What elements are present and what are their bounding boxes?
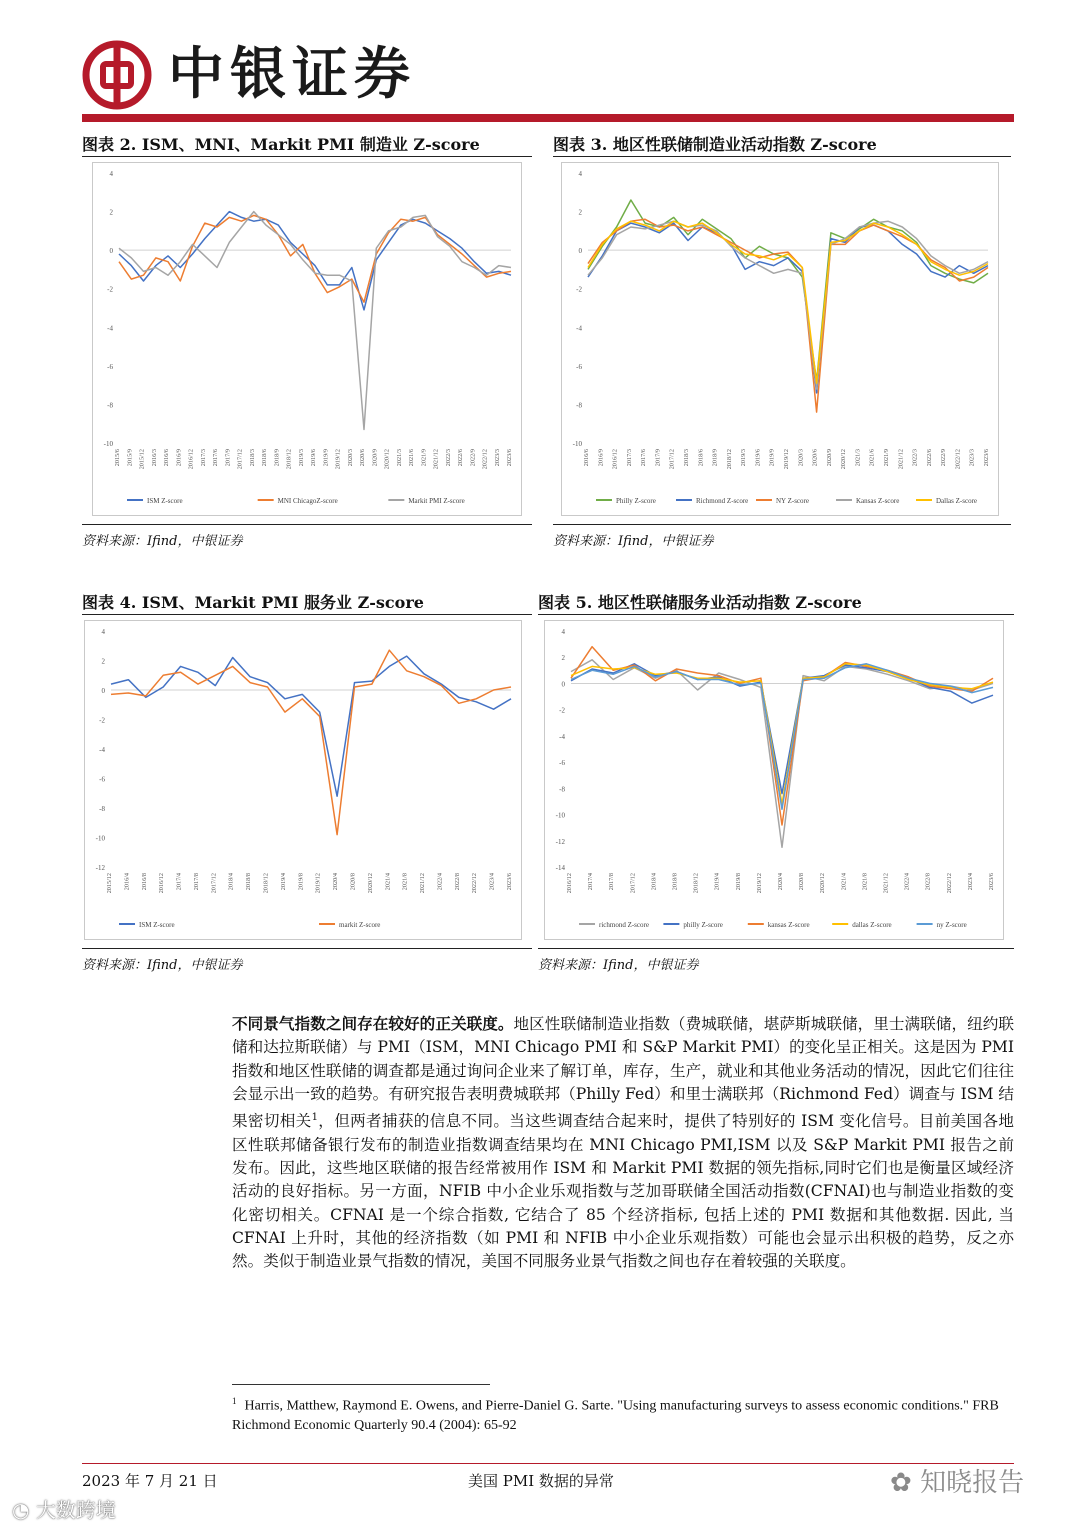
x-tick-label: 2023/6 bbox=[506, 873, 513, 891]
y-tick-label: 2 bbox=[101, 657, 105, 666]
x-tick-label: 2022/3 bbox=[444, 449, 452, 467]
figure-title-rule bbox=[538, 614, 1014, 615]
y-tick-label: -6 bbox=[559, 759, 565, 768]
legend-label: ISM Z-score bbox=[147, 497, 183, 505]
figure-source: 资料来源：Ifind，中银证券 bbox=[553, 534, 714, 549]
x-tick-label: 2018/8 bbox=[671, 873, 679, 891]
y-tick-label: -12 bbox=[555, 837, 565, 846]
x-tick-label: 2018/4 bbox=[227, 873, 235, 891]
x-tick-label: 2020/4 bbox=[777, 873, 784, 891]
y-tick-label: -4 bbox=[576, 324, 582, 333]
x-tick-label: 2019/9 bbox=[768, 449, 776, 467]
series-line bbox=[588, 223, 988, 393]
figure-title: 图表 2. ISM、MNI、Markit PMI 制造业 Z-score bbox=[82, 135, 480, 154]
legend-label: dallas Z-score bbox=[852, 921, 892, 929]
figure-bottom-rule bbox=[553, 524, 1011, 525]
x-tick-label: 2021/8 bbox=[861, 873, 869, 891]
figure-ism-mni-markit-manufacturing bbox=[82, 132, 532, 552]
series-line bbox=[119, 212, 511, 430]
x-tick-label: 2019/3 bbox=[740, 449, 748, 467]
x-tick-label: 2020/8 bbox=[798, 873, 806, 891]
x-tick-label: 2016/6 bbox=[163, 449, 170, 467]
x-tick-label: 2022/4 bbox=[903, 873, 911, 891]
chart-frame bbox=[561, 162, 999, 516]
x-tick-label: 2020/9 bbox=[825, 449, 833, 467]
x-tick-label: 2017/12 bbox=[236, 449, 244, 470]
x-tick-label: 2018/6 bbox=[261, 449, 268, 467]
y-tick-label: 2 bbox=[561, 654, 565, 663]
x-tick-label: 2023/6 bbox=[988, 873, 995, 891]
y-tick-label: -6 bbox=[99, 775, 105, 784]
legend-label: kansas Z-score bbox=[767, 921, 810, 929]
x-tick-label: 2022/12 bbox=[481, 449, 489, 470]
series-line bbox=[571, 647, 993, 825]
x-tick-label: 2020/9 bbox=[371, 449, 379, 467]
y-tick-label: 0 bbox=[561, 680, 565, 689]
y-tick-label: -8 bbox=[107, 401, 113, 410]
x-tick-label: 2022/9 bbox=[469, 449, 477, 467]
legend-label: Philly Z-score bbox=[616, 497, 656, 505]
figure-title-rule bbox=[82, 156, 532, 157]
x-tick-label: 2016/12 bbox=[611, 449, 619, 470]
y-tick-label: -8 bbox=[559, 785, 565, 794]
series-line bbox=[571, 664, 993, 804]
y-tick-label: 4 bbox=[578, 170, 582, 178]
x-tick-label: 2020/3 bbox=[346, 449, 354, 467]
x-tick-label: 2017/9 bbox=[654, 449, 662, 467]
x-tick-label: 2020/6 bbox=[359, 449, 366, 467]
y-tick-label: 4 bbox=[561, 628, 565, 636]
y-tick-label: -4 bbox=[107, 324, 113, 333]
footnote-text: Harris, Matthew, Raymond E. Owens, and Pierre-Daniel G. Sarte. "Using manufacturing surveys to assess economic conditions." FRB Richmond Economic Quarterly 90.4 (2004): 65-92 bbox=[232, 1398, 999, 1433]
wechat-icon: ✿ bbox=[890, 1468, 912, 1498]
figure-title: 图表 4. ISM、Markit PMI 服务业 Z-score bbox=[82, 593, 424, 612]
x-tick-label: 2015/12 bbox=[138, 449, 146, 470]
x-tick-label: 2021/3 bbox=[395, 449, 403, 467]
x-tick-label: 2021/4 bbox=[840, 873, 848, 891]
x-tick-label: 2021/9 bbox=[420, 449, 428, 467]
x-tick-label: 2022/12 bbox=[954, 449, 962, 470]
x-tick-label: 2020/12 bbox=[840, 449, 848, 470]
x-tick-label: 2016/6 bbox=[583, 449, 590, 467]
x-tick-label: 2021/12 bbox=[419, 873, 427, 894]
x-tick-label: 2019/12 bbox=[334, 449, 342, 470]
x-tick-label: 2021/4 bbox=[384, 873, 392, 891]
x-tick-label: 2022/6 bbox=[457, 449, 464, 467]
x-tick-label: 2020/3 bbox=[797, 449, 805, 467]
bank-of-china-logo-icon bbox=[82, 40, 152, 110]
figure-ism-markit-services bbox=[82, 590, 532, 980]
legend-label: Dallas Z-score bbox=[936, 497, 978, 505]
y-tick-label: -12 bbox=[95, 864, 105, 872]
figure-source: 资料来源：Ifind，中银证券 bbox=[538, 958, 699, 973]
legend-label: Kansas Z-score bbox=[856, 497, 900, 505]
figure-regional-fed-services bbox=[538, 590, 1014, 980]
x-tick-label: 2021/8 bbox=[401, 873, 409, 891]
x-tick-label: 2022/8 bbox=[453, 873, 461, 891]
x-tick-label: 2023/4 bbox=[488, 873, 496, 891]
y-tick-label: 2 bbox=[578, 208, 582, 217]
x-tick-label: 2020/8 bbox=[349, 873, 357, 891]
x-tick-label: 2018/12 bbox=[725, 449, 733, 470]
x-tick-label: 2020/4 bbox=[332, 873, 340, 891]
y-tick-label: -8 bbox=[576, 401, 582, 410]
x-tick-label: 2016/12 bbox=[566, 873, 573, 894]
y-tick-label: -14 bbox=[555, 864, 565, 872]
x-tick-label: 2023/3 bbox=[968, 449, 976, 467]
x-tick-label: 2022/6 bbox=[925, 449, 933, 467]
y-tick-label: -6 bbox=[107, 362, 113, 371]
figure-title-rule bbox=[553, 156, 1011, 157]
x-tick-label: 2021/6 bbox=[868, 449, 876, 467]
legend-label: markit Z-score bbox=[339, 921, 381, 929]
figure-title: 图表 5. 地区性联储服务业活动指数 Z-score bbox=[538, 593, 862, 612]
x-tick-label: 2015/9 bbox=[126, 449, 134, 467]
watermark-left bbox=[12, 1494, 116, 1523]
x-tick-label: 2016/9 bbox=[597, 449, 605, 467]
x-tick-label: 2023/4 bbox=[966, 873, 974, 891]
series-line bbox=[111, 656, 511, 796]
series-line bbox=[119, 215, 511, 302]
watermark-right bbox=[890, 1462, 1024, 1499]
legend-label: ny Z-score bbox=[936, 921, 967, 929]
y-tick-label: -10 bbox=[103, 440, 113, 448]
figure-source: 资料来源：Ifind，中银证券 bbox=[82, 958, 243, 973]
figure-bottom-rule bbox=[82, 948, 532, 949]
y-tick-label: 2 bbox=[109, 208, 113, 217]
x-tick-label: 2022/12 bbox=[471, 873, 479, 894]
series-line bbox=[119, 212, 511, 310]
x-tick-label: 2018/3 bbox=[683, 449, 690, 467]
x-tick-label: 2017/8 bbox=[192, 873, 200, 891]
x-tick-label: 2016/3 bbox=[150, 449, 158, 467]
x-tick-label: 2016/12 bbox=[187, 449, 195, 470]
y-tick-label: -4 bbox=[99, 746, 105, 754]
series-line bbox=[588, 219, 988, 412]
y-tick-label: -6 bbox=[576, 362, 582, 371]
footer-date: 2023 年 7 月 21 日 bbox=[82, 1472, 218, 1490]
line-chart bbox=[545, 621, 1003, 939]
footnote-reference[interactable]: 1 bbox=[311, 1112, 318, 1124]
y-tick-label: -2 bbox=[107, 285, 113, 294]
x-tick-label: 2019/6 bbox=[310, 449, 317, 467]
figure-title-rule bbox=[82, 614, 532, 615]
legend-label: ISM Z-score bbox=[139, 921, 175, 929]
x-tick-label: 2019/12 bbox=[314, 873, 322, 894]
footnote-mark: 1 bbox=[232, 1396, 237, 1406]
x-tick-label: 2018/6 bbox=[697, 449, 705, 467]
x-tick-label: 2019/4 bbox=[279, 873, 287, 891]
x-tick-label: 2019/12 bbox=[755, 873, 763, 894]
y-tick-label: -10 bbox=[95, 834, 105, 843]
x-tick-label: 2017/4 bbox=[587, 873, 595, 891]
legend-label: richmond Z-score bbox=[599, 921, 649, 929]
x-tick-label: 2017/6 bbox=[640, 449, 648, 467]
page-header bbox=[82, 32, 1014, 124]
x-tick-label: 2020/12 bbox=[819, 873, 827, 894]
x-tick-label: 2023/6 bbox=[506, 449, 513, 467]
x-tick-label: 2016/9 bbox=[175, 449, 183, 467]
x-tick-label: 2023/6 bbox=[983, 449, 990, 467]
y-tick-label: -2 bbox=[559, 706, 565, 715]
y-tick-label: -4 bbox=[559, 732, 565, 741]
x-tick-label: 2017/3 bbox=[625, 449, 633, 467]
y-tick-label: 4 bbox=[109, 170, 113, 178]
legend-label: NY Z-score bbox=[776, 497, 809, 505]
x-tick-label: 2018/9 bbox=[273, 449, 281, 467]
legend-label: Markit PMI Z-score bbox=[408, 497, 465, 505]
x-tick-label: 2018/12 bbox=[692, 873, 700, 894]
x-tick-label: 2019/8 bbox=[297, 873, 305, 891]
chart-frame bbox=[544, 620, 1004, 940]
footer-doc-title: 美国 PMI 数据的异常 bbox=[468, 1472, 614, 1490]
x-tick-label: 2019/8 bbox=[734, 873, 742, 891]
footer-rule bbox=[82, 1463, 1014, 1464]
watermark-right-text: 知晓报告 bbox=[920, 1468, 1025, 1498]
paragraph-text-part-a: 地区性联储制造业指数（费城联储，堪萨斯城联储，里士满联储，纽约联储和达拉斯联储）与 PMI（ISM，MNI Chicago PMI 和 S&P Markit PMI）的变化呈正相关。这是因为 PMI 指数和地区性联储的调查都是通过询问企业来了解订单，库存，生产，就业和其他业务活动的情况，因此它们往往会显示出一致的趋势。有研究报告表明费城联邦（Philly Fed）和里士满联邦（Richmond Fed）调查与 ISM 结果密切相关 bbox=[232, 1015, 1014, 1131]
line-chart bbox=[93, 163, 521, 515]
series-line bbox=[588, 221, 988, 383]
x-tick-label: 2019/4 bbox=[713, 873, 721, 891]
x-tick-label: 2021/9 bbox=[883, 449, 890, 467]
y-tick-label: -2 bbox=[576, 285, 582, 294]
watermark-logo-icon: ◔ bbox=[12, 1498, 30, 1522]
lead-sentence: 不同景气指数之间存在较好的正关联度。 bbox=[232, 1014, 514, 1033]
brand-name: 中银证券 bbox=[168, 41, 416, 107]
x-tick-label: 2017/6 bbox=[212, 449, 219, 467]
line-chart bbox=[85, 621, 521, 939]
figure-bottom-rule bbox=[82, 524, 532, 525]
y-tick-label: 4 bbox=[101, 628, 105, 636]
y-tick-label: 0 bbox=[578, 247, 582, 256]
x-tick-label: 2018/9 bbox=[711, 449, 719, 467]
x-tick-label: 2020/12 bbox=[366, 873, 374, 894]
footnote-rule bbox=[232, 1384, 490, 1385]
watermark-left-text: 大数跨境 bbox=[35, 1498, 116, 1522]
x-tick-label: 2022/8 bbox=[924, 873, 932, 891]
series-line bbox=[588, 200, 988, 381]
y-tick-label: -10 bbox=[555, 811, 565, 820]
x-tick-label: 2022/3 bbox=[911, 449, 919, 467]
y-tick-label: 0 bbox=[101, 687, 105, 695]
line-chart bbox=[562, 163, 998, 515]
x-tick-label: 2018/4 bbox=[650, 873, 658, 891]
body-paragraph bbox=[232, 1012, 1014, 1273]
x-tick-label: 2019/12 bbox=[783, 449, 790, 470]
footnote bbox=[232, 1392, 1014, 1435]
x-tick-label: 2019/3 bbox=[297, 449, 305, 467]
y-tick-label: -8 bbox=[99, 805, 105, 813]
x-tick-label: 2019/9 bbox=[322, 449, 330, 467]
x-tick-label: 2017/12 bbox=[668, 449, 676, 470]
legend-label: Richmond Z-score bbox=[696, 497, 749, 505]
x-tick-label: 2016/8 bbox=[140, 873, 148, 891]
y-tick-label: 0 bbox=[109, 247, 113, 256]
x-tick-label: 2017/3 bbox=[199, 449, 207, 467]
y-tick-label: -10 bbox=[572, 440, 582, 448]
chart-frame bbox=[92, 162, 522, 516]
x-tick-label: 2015/12 bbox=[106, 873, 113, 894]
x-tick-label: 2018/8 bbox=[245, 873, 253, 891]
x-tick-label: 2015/6 bbox=[114, 449, 121, 467]
y-tick-label: -2 bbox=[99, 716, 105, 725]
chart-frame bbox=[84, 620, 522, 940]
x-tick-label: 2017/9 bbox=[224, 449, 232, 467]
x-tick-label: 2022/12 bbox=[945, 873, 953, 894]
x-tick-label: 2020/12 bbox=[383, 449, 391, 470]
series-line bbox=[588, 221, 988, 389]
x-tick-label: 2021/6 bbox=[408, 449, 415, 467]
x-tick-label: 2018/3 bbox=[248, 449, 256, 467]
x-tick-label: 2017/8 bbox=[608, 873, 616, 891]
legend-label: MNI ChicagoZ-score bbox=[277, 497, 338, 505]
x-tick-label: 2019/6 bbox=[754, 449, 762, 467]
figure-source: 资料来源：Ifind，中银证券 bbox=[82, 534, 243, 549]
x-tick-label: 2016/12 bbox=[158, 873, 166, 894]
header-rule bbox=[82, 114, 1014, 122]
x-tick-label: 2022/9 bbox=[940, 449, 948, 467]
x-tick-label: 2017/12 bbox=[210, 873, 218, 894]
legend-label: philly Z-score bbox=[683, 921, 723, 929]
x-tick-label: 2020/6 bbox=[811, 449, 819, 467]
x-tick-label: 2017/12 bbox=[629, 873, 637, 894]
paragraph-text-part-b: ，但两者捕获的信息不同。当这些调查结合起来时，提供了特别好的 ISM 变化信号。目前美国各地区性联邦储备银行发布的制造业指数调查结果均在 MNI Chicago PMI,ISM 以及 S&P Markit PMI 报告之前发布。因此，这些地区联储的报告经常被用作 ISM 和 Markit PMI 数据的领先指标,同时它们也是衡量区域经济活动的良好指标。另一方面，NFIB 中小企业乐观指数与芝加哥联储全国活动指数(CFNAI)也与制造业指数的变化密切相关。CFNAI 是一个综合指数, 它结合了 85 个经济指标, 包括上述的 PMI 数据和其他数据. 因此, 当 CFNAI 上升时，其他的经济指数（如 PMI 和 NFIB 中小企业乐观指数）可能也会显示出积极的趋势，反之亦然。类似于制造业景气指数的情况，美国不同服务业景气指数之间也存在着较强的关联度。 bbox=[232, 1112, 1014, 1271]
figure-bottom-rule bbox=[538, 948, 1014, 949]
figure-title: 图表 3. 地区性联储制造业活动指数 Z-score bbox=[553, 135, 877, 154]
x-tick-label: 2021/12 bbox=[897, 449, 905, 470]
x-tick-label: 2021/12 bbox=[432, 449, 440, 470]
x-tick-label: 2023/3 bbox=[493, 449, 501, 467]
x-tick-label: 2021/3 bbox=[854, 449, 862, 467]
x-tick-label: 2021/12 bbox=[882, 873, 890, 894]
x-tick-label: 2017/4 bbox=[175, 873, 183, 891]
x-tick-label: 2018/12 bbox=[262, 873, 270, 894]
x-tick-label: 2016/4 bbox=[123, 873, 131, 891]
x-tick-label: 2018/12 bbox=[285, 449, 293, 470]
figure-regional-fed-manufacturing bbox=[553, 132, 1011, 552]
x-tick-label: 2022/4 bbox=[436, 873, 444, 891]
